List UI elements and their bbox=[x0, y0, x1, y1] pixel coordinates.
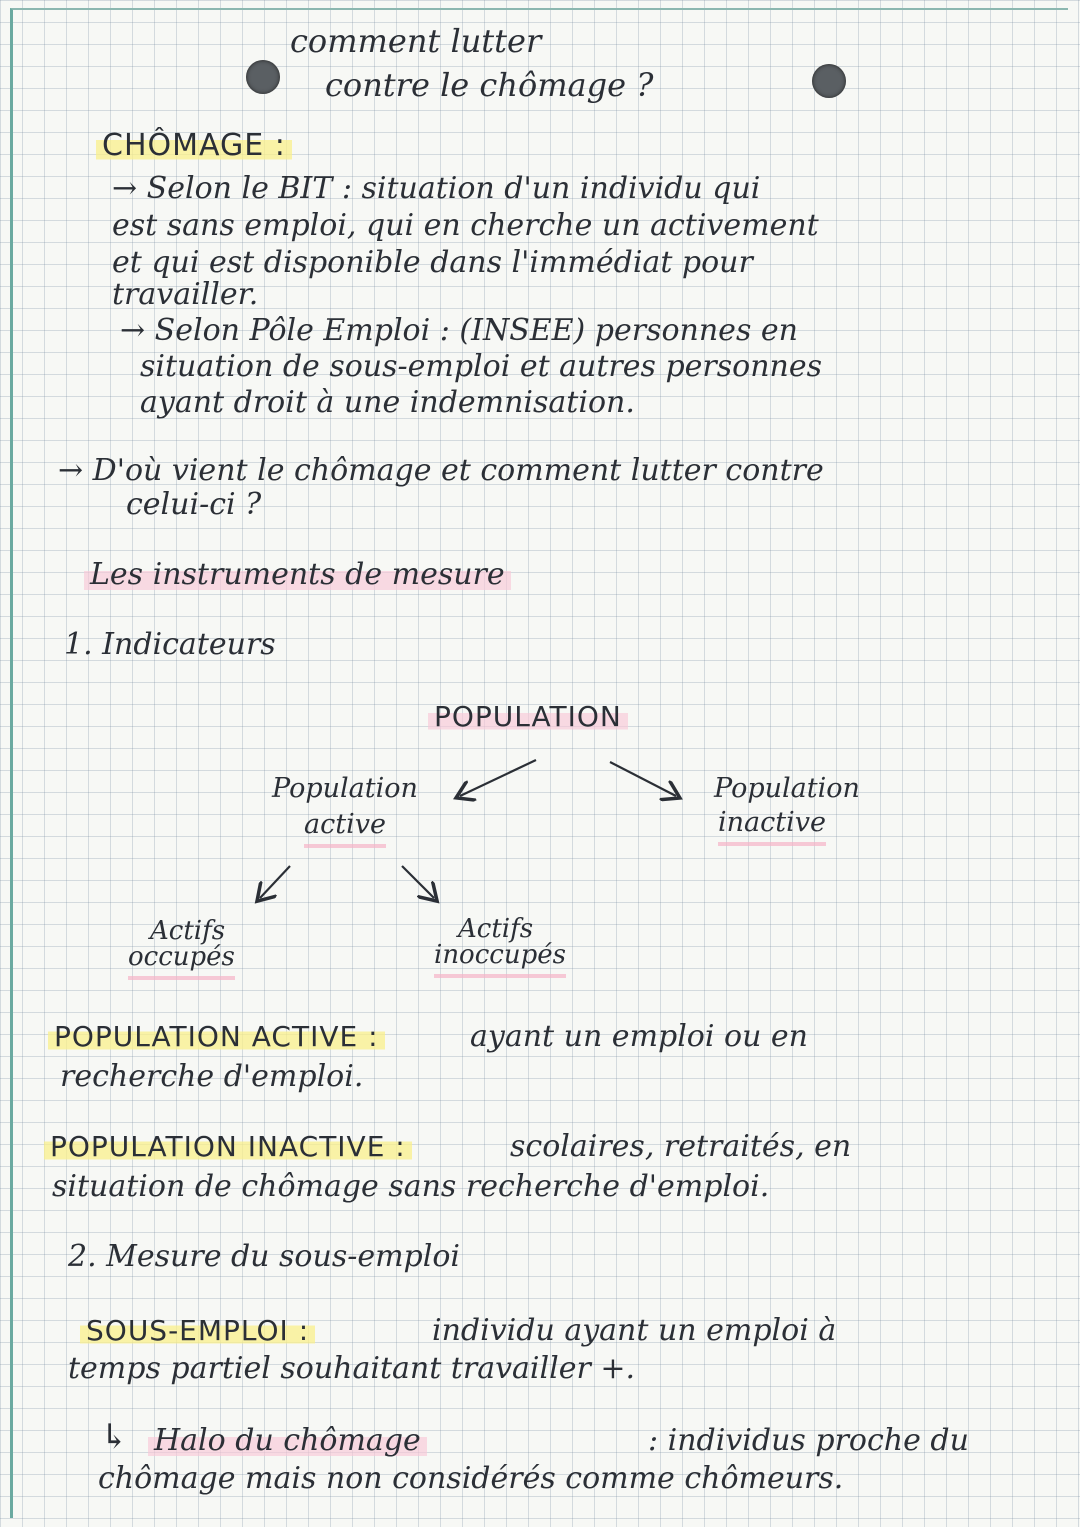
bit-line-4: travailler. bbox=[112, 277, 259, 312]
pop-inactive-def-line-2: situation de chômage sans recherche d'emploi. bbox=[52, 1169, 770, 1204]
section-title: Les instruments de mesure bbox=[84, 556, 511, 594]
question-line-2: celui-ci ? bbox=[126, 487, 262, 522]
title-line-2: contre le chômage ? bbox=[325, 66, 654, 104]
diagram-occupes-line-1: Actifs bbox=[150, 916, 226, 946]
halo-arrow: ↳ bbox=[100, 1417, 129, 1457]
part-2-title: 2. Mesure du sous-emploi bbox=[68, 1239, 461, 1274]
diagram-inactive-line-1: Population bbox=[714, 773, 860, 804]
pole-line-1: → Selon Pôle Emploi : (INSEE) personnes en bbox=[120, 313, 798, 348]
diagram-root: POPULATION bbox=[428, 700, 628, 733]
pop-inactive-term: POPULATION INACTIVE : bbox=[44, 1130, 412, 1163]
pop-active-def-line-1: ayant un emploi ou en bbox=[470, 1019, 808, 1054]
question-line-1: → D'où vient le chômage et comment lutter contre bbox=[58, 453, 824, 488]
bit-line-1: → Selon le BIT : situation d'un individu qui bbox=[112, 171, 761, 206]
diagram-inoccupes-line-2: inoccupés bbox=[434, 936, 566, 978]
diagram-inoccupes-line-1: Actifs bbox=[458, 914, 534, 944]
diagram-active-line-2: active bbox=[304, 806, 386, 848]
pole-line-3: ayant droit à une indemnisation. bbox=[140, 385, 635, 420]
halo-def-line-2: chômage mais non considérés comme chômeurs. bbox=[98, 1461, 844, 1496]
halo-term: Halo du chômage bbox=[148, 1422, 427, 1460]
pop-active-term: POPULATION ACTIVE : bbox=[48, 1020, 385, 1053]
diagram-inactive-line-2: inactive bbox=[718, 804, 826, 846]
title-line-1: comment lutter bbox=[290, 22, 542, 60]
pop-active-def-line-2: recherche d'emploi. bbox=[60, 1059, 364, 1094]
sous-emploi-term: SOUS-EMPLOI : bbox=[80, 1314, 315, 1347]
bit-line-2: est sans emploi, qui en cherche un activement bbox=[112, 208, 819, 243]
sous-emploi-def-line-2: temps partiel souhaitant travailler +. bbox=[68, 1351, 635, 1386]
pop-inactive-def-line-1: scolaires, retraités, en bbox=[510, 1129, 852, 1164]
binder-hole-left bbox=[246, 60, 280, 94]
diagram-occupes-line-2: occupés bbox=[128, 938, 235, 980]
bit-line-3: et qui est disponible dans l'immédiat pour bbox=[112, 245, 753, 280]
sous-emploi-def-line-1: individu ayant un emploi à bbox=[432, 1313, 837, 1348]
diagram-active-line-1: Population bbox=[272, 773, 418, 804]
halo-def-line-1: : individus proche du bbox=[648, 1423, 969, 1458]
binder-hole-right bbox=[812, 64, 846, 98]
chomage-heading: CHÔMAGE : bbox=[96, 128, 292, 163]
part-1-title: 1. Indicateurs bbox=[64, 627, 276, 662]
pole-line-2: situation de sous-emploi et autres personnes bbox=[140, 349, 823, 384]
